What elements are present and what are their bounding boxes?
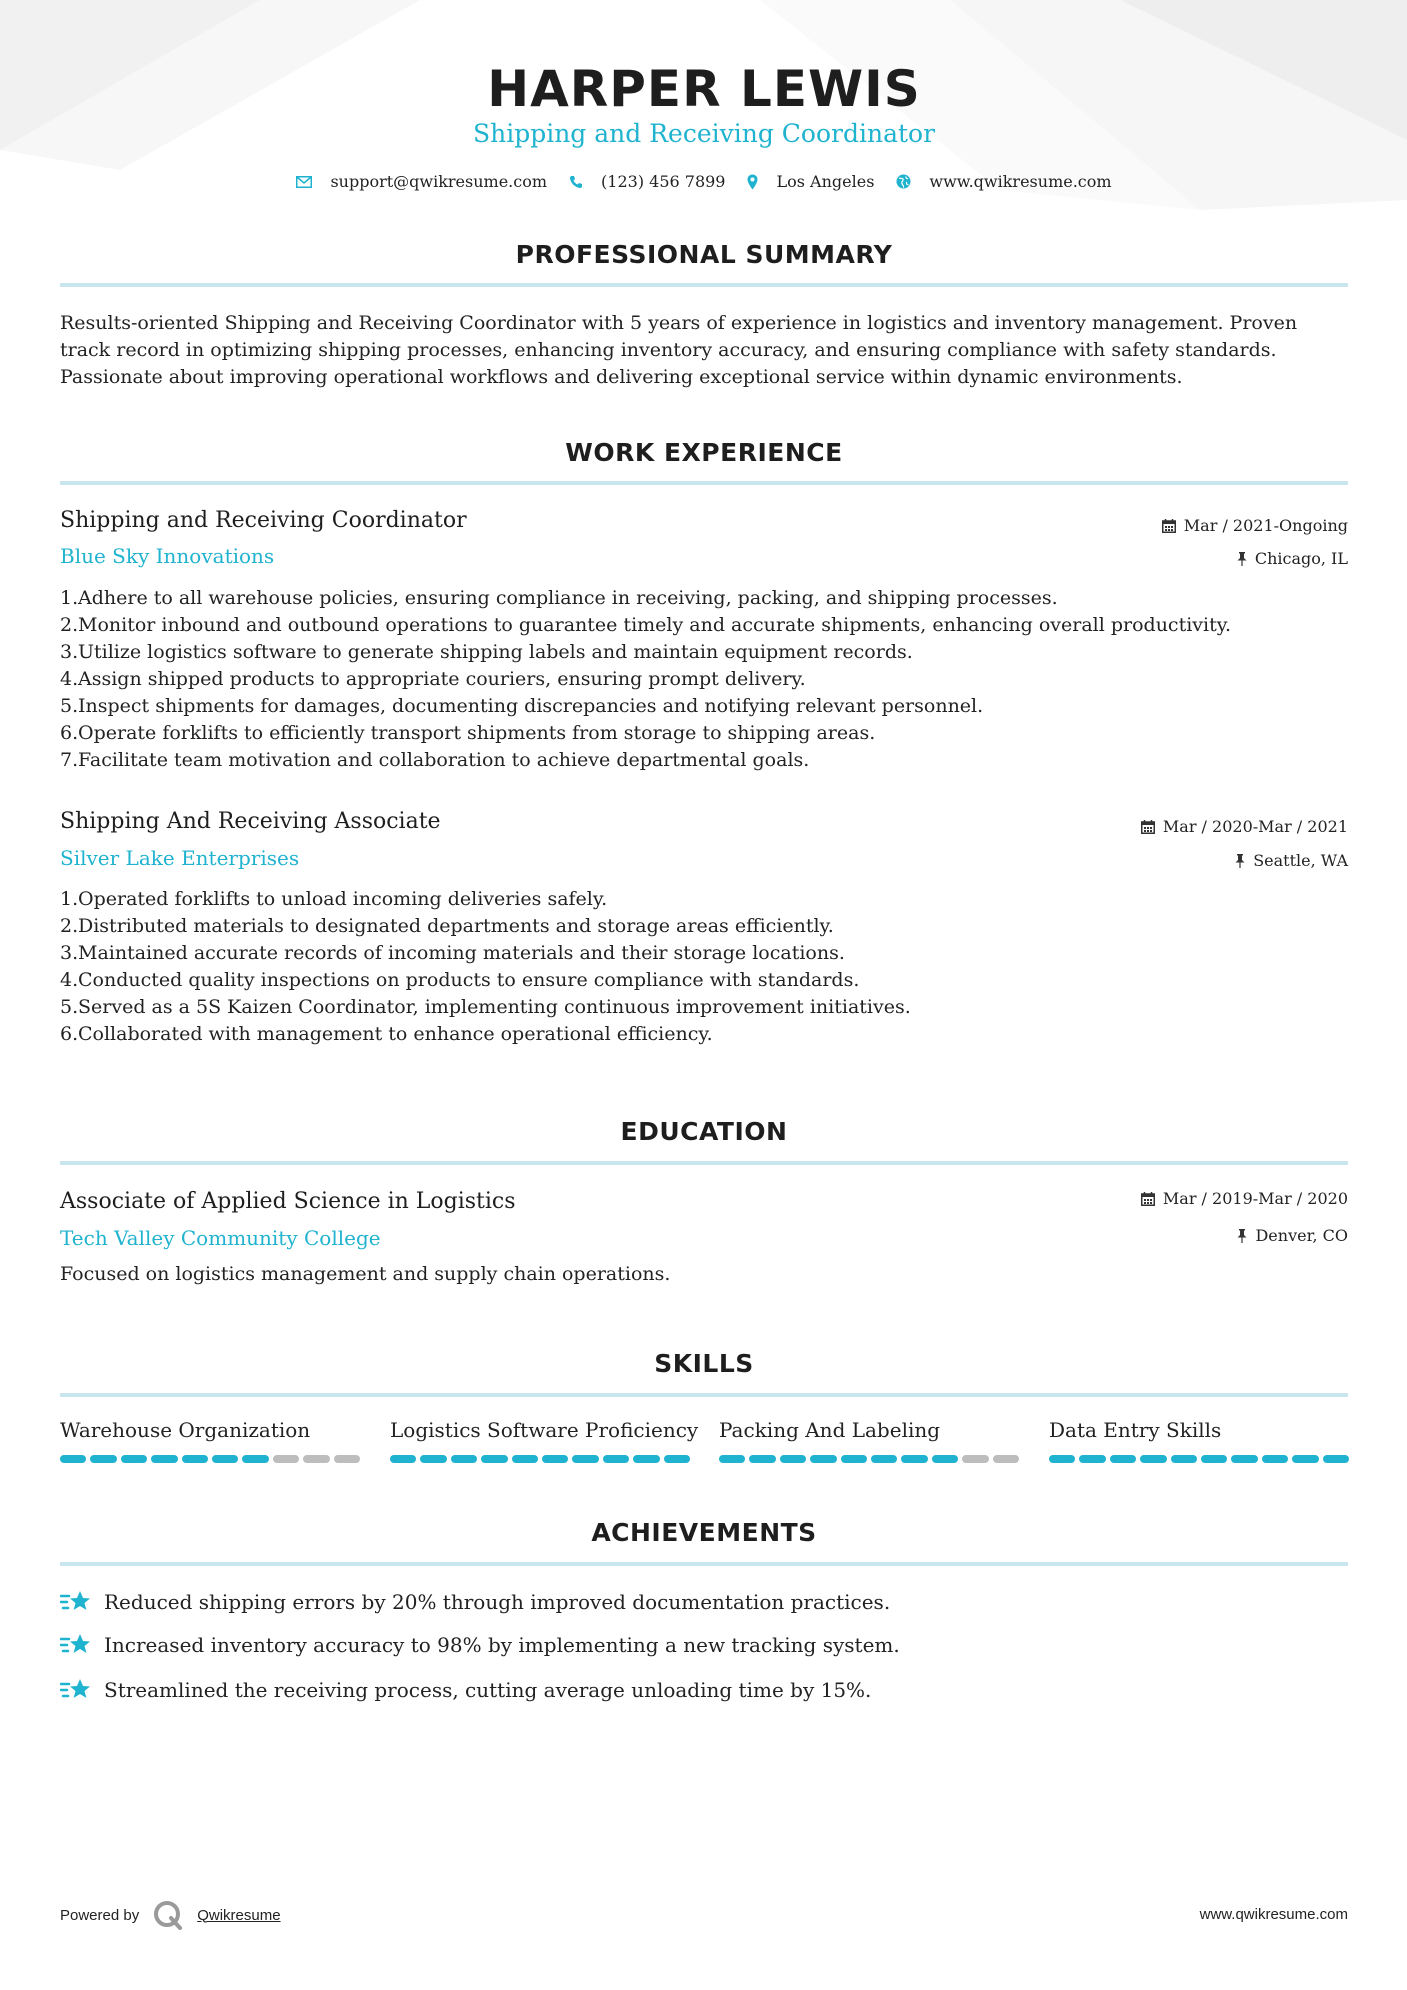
skill-item [1049, 1418, 1349, 1463]
list-item-text: Distributed materials to designated departments and storage areas efficiently. [78, 915, 834, 937]
education-divider [60, 1161, 1348, 1165]
school-name: Tech Valley Community College [60, 1226, 381, 1250]
skill-segment-filled [1262, 1455, 1288, 1463]
job-responsibilities [60, 585, 1231, 774]
job-company: Silver Lake Enterprises [60, 846, 300, 870]
pushpin-icon [1237, 552, 1247, 566]
skill-segment-filled [841, 1455, 867, 1463]
job-location-text: Chicago, IL [1254, 549, 1348, 568]
globe-icon [896, 174, 911, 189]
list-item: 6. Operate forklifts to efficiently transport shipments from storage to shipping areas. [60, 720, 1231, 747]
map-pin-icon [747, 174, 758, 190]
experience-heading: WORK EXPERIENCE [565, 438, 843, 467]
summary-heading: PROFESSIONAL SUMMARY [515, 240, 893, 269]
list-item-text: Utilize logistics software to generate shipping labels and maintain equipment records. [78, 641, 913, 663]
list-item: 4. Assign shipped products to appropriate couriers, ensuring prompt delivery. [60, 666, 1231, 693]
skill-segment-filled [212, 1455, 238, 1463]
skill-segment-filled [512, 1455, 538, 1463]
skill-segment-filled [1201, 1455, 1227, 1463]
skill-segment-empty [334, 1455, 360, 1463]
education-date-text: Mar / 2019-Mar / 2020 [1162, 1189, 1348, 1208]
calendar-icon [1141, 820, 1155, 834]
skill-segment-filled [121, 1455, 147, 1463]
list-item-text: Collaborated with management to enhance operational efficiency. [78, 1023, 713, 1045]
skill-item [60, 1418, 360, 1463]
list-item-text: Maintained accurate records of incoming materials and their storage locations. [78, 942, 845, 964]
skill-segment-filled [542, 1455, 568, 1463]
list-item: 1. Operated forklifts to unload incoming deliveries safely. [60, 886, 911, 913]
job-location [1237, 549, 1348, 568]
achievement-text: Streamlined the receiving process, cutting average unloading time by 15%. [104, 1678, 872, 1702]
summary-divider [60, 283, 1348, 287]
list-item-text: Served as a 5S Kaizen Coordinator, implementing continuous improvement initiatives. [78, 996, 911, 1018]
job-responsibilities [60, 886, 911, 1048]
degree-title: Associate of Applied Science in Logistics [60, 1189, 516, 1214]
skill-segment-filled [242, 1455, 268, 1463]
star-badge-icon [60, 1677, 92, 1703]
list-item-text: Operated forklifts to unload incoming deliveries safely. [78, 888, 608, 910]
skill-segment-filled [749, 1455, 775, 1463]
job-title: Shipping and Receiving Coordinator [60, 508, 467, 533]
summary-line: track record in optimizing shipping processes, enhancing inventory accuracy, and ensuring compliance with safety standards. [60, 339, 1277, 361]
education-description: Focused on logistics management and supply chain operations. [60, 1263, 671, 1285]
skill-segment-filled [390, 1455, 416, 1463]
pushpin-icon [1235, 854, 1245, 868]
pushpin-icon [1237, 1229, 1247, 1243]
skill-segment-filled [664, 1455, 690, 1463]
list-item-text: Operate forklifts to efficiently transport shipments from storage to shipping areas. [78, 722, 876, 744]
skill-segment-filled [871, 1455, 897, 1463]
skill-name: Warehouse Organization [60, 1418, 311, 1442]
summary-line: Passionate about improving operational workflows and delivering exceptional service within dynamic environments. [60, 366, 1183, 388]
skill-level-bar [60, 1455, 360, 1463]
skill-segment-filled [451, 1455, 477, 1463]
skill-segment-filled [90, 1455, 116, 1463]
skill-segment-filled [1049, 1455, 1075, 1463]
achievements-heading: ACHIEVEMENTS [591, 1518, 817, 1547]
skills-divider [60, 1393, 1348, 1397]
list-item-text: Inspect shipments for damages, documenting discrepancies and notifying relevant personnel. [78, 695, 984, 717]
star-badge-icon [60, 1632, 92, 1658]
skill-segment-filled [1292, 1455, 1318, 1463]
skills-heading: SKILLS [654, 1349, 754, 1378]
calendar-icon [1141, 1192, 1155, 1206]
education-location [1237, 1226, 1348, 1245]
list-item: 3. Maintained accurate records of incoming materials and their storage locations. [60, 940, 911, 967]
list-item-text: Conducted quality inspections on products to ensure compliance with standards. [78, 969, 860, 991]
skill-segment-empty [962, 1455, 988, 1463]
star-badge-icon [60, 1589, 92, 1615]
experience-divider [60, 481, 1348, 485]
job-date-text: Mar / 2021-Ongoing [1183, 516, 1348, 535]
skill-segment-filled [1110, 1455, 1136, 1463]
phone-text: (123) 456 7899 [601, 172, 726, 191]
skill-name: Logistics Software Proficiency [390, 1418, 699, 1442]
skill-name: Packing And Labeling [719, 1418, 941, 1442]
candidate-role: Shipping and Receiving Coordinator [472, 119, 936, 148]
skill-level-bar [390, 1455, 690, 1463]
skill-segment-filled [481, 1455, 507, 1463]
email-text: support@qwikresume.com [330, 172, 548, 191]
skill-segment-empty [303, 1455, 329, 1463]
skill-segment-filled [1079, 1455, 1105, 1463]
skill-segment-filled [1140, 1455, 1166, 1463]
skill-segment-filled [901, 1455, 927, 1463]
skill-segment-filled [810, 1455, 836, 1463]
skill-segment-filled [182, 1455, 208, 1463]
job-location-text: Seattle, WA [1253, 851, 1348, 870]
job-date [1162, 516, 1348, 535]
list-item: 7. Facilitate team motivation and collaboration to achieve departmental goals. [60, 747, 1231, 774]
achievement-text: Increased inventory accuracy to 98% by implementing a new tracking system. [104, 1633, 900, 1657]
skill-segment-filled [932, 1455, 958, 1463]
skill-level-bar [1049, 1455, 1349, 1463]
skill-segment-filled [633, 1455, 659, 1463]
achievement-item [60, 1589, 890, 1615]
website-text: www.qwikresume.com [929, 172, 1112, 191]
skill-segment-filled [719, 1455, 745, 1463]
contact-location [747, 172, 874, 191]
list-item: 5. Served as a 5S Kaizen Coordinator, implementing continuous improvement initiatives. [60, 994, 911, 1021]
candidate-name: HARPER LEWIS [487, 60, 921, 118]
achievement-item [60, 1632, 900, 1658]
skill-segment-filled [1171, 1455, 1197, 1463]
skill-segment-empty [993, 1455, 1019, 1463]
envelope-icon [296, 176, 312, 188]
skill-segment-empty [273, 1455, 299, 1463]
footer-website[interactable]: www.qwikresume.com [1199, 1906, 1348, 1923]
list-item: 5. Inspect shipments for damages, documenting discrepancies and notifying relevant personnel. [60, 693, 1231, 720]
qwikresume-logo-icon [153, 1900, 183, 1930]
job-date [1141, 817, 1348, 836]
skill-segment-filled [780, 1455, 806, 1463]
list-item: 1. Adhere to all warehouse policies, ensuring compliance in receiving, packing, and shipping processes. [60, 585, 1231, 612]
education-date [1141, 1189, 1348, 1208]
list-item: 4. Conducted quality inspections on products to ensure compliance with standards. [60, 967, 911, 994]
calendar-icon [1162, 519, 1176, 533]
skill-segment-filled [60, 1455, 86, 1463]
summary-line: Results-oriented Shipping and Receiving Coordinator with 5 years of experience in logistics and inventory management. Proven [60, 312, 1298, 334]
contact-website[interactable] [896, 172, 1111, 191]
contact-bar [60, 172, 1348, 191]
job-company: Blue Sky Innovations [60, 544, 275, 568]
location-text: Los Angeles [776, 172, 875, 191]
skill-segment-filled [1231, 1455, 1257, 1463]
education-location-text: Denver, CO [1255, 1226, 1348, 1245]
job-title: Shipping And Receiving Associate [60, 809, 441, 834]
job-date-text: Mar / 2020-Mar / 2021 [1162, 817, 1348, 836]
skill-segment-filled [151, 1455, 177, 1463]
skill-item [390, 1418, 699, 1463]
powered-by-label: Powered by [60, 1906, 140, 1924]
qwikresume-link[interactable]: Qwikresume [197, 1906, 281, 1924]
footer-powered-by [60, 1900, 281, 1930]
skill-segment-filled [420, 1455, 446, 1463]
achievement-item [60, 1677, 871, 1703]
list-item-text: Assign shipped products to appropriate couriers, ensuring prompt delivery. [78, 668, 806, 690]
summary-text [60, 310, 1348, 391]
list-item: 6. Collaborated with management to enhance operational efficiency. [60, 1021, 911, 1048]
list-item: 3. Utilize logistics software to generate shipping labels and maintain equipment records. [60, 639, 1231, 666]
achievements-divider [60, 1562, 1348, 1566]
achievement-text: Reduced shipping errors by 20% through improved documentation practices. [104, 1590, 891, 1614]
skill-segment-filled [603, 1455, 629, 1463]
phone-icon [569, 175, 583, 189]
list-item: 2. Monitor inbound and outbound operations to guarantee timely and accurate shipments, enhancing overall productivity. [60, 612, 1231, 639]
list-item-text: Facilitate team motivation and collaboration to achieve departmental goals. [78, 749, 810, 771]
list-item-text: Adhere to all warehouse policies, ensuring compliance in receiving, packing, and shipping processes. [78, 587, 1058, 609]
education-heading: EDUCATION [620, 1117, 788, 1146]
skill-segment-filled [572, 1455, 598, 1463]
skill-name: Data Entry Skills [1049, 1418, 1222, 1442]
contact-phone[interactable] [569, 172, 725, 191]
contact-email[interactable] [296, 172, 547, 191]
list-item-text: Monitor inbound and outbound operations to guarantee timely and accurate shipments, enhancing overall productivity. [78, 614, 1231, 636]
skill-segment-filled [1323, 1455, 1349, 1463]
skill-item [719, 1418, 1019, 1463]
skill-level-bar [719, 1455, 1019, 1463]
list-item: 2. Distributed materials to designated departments and storage areas efficiently. [60, 913, 911, 940]
job-location [1235, 851, 1348, 870]
